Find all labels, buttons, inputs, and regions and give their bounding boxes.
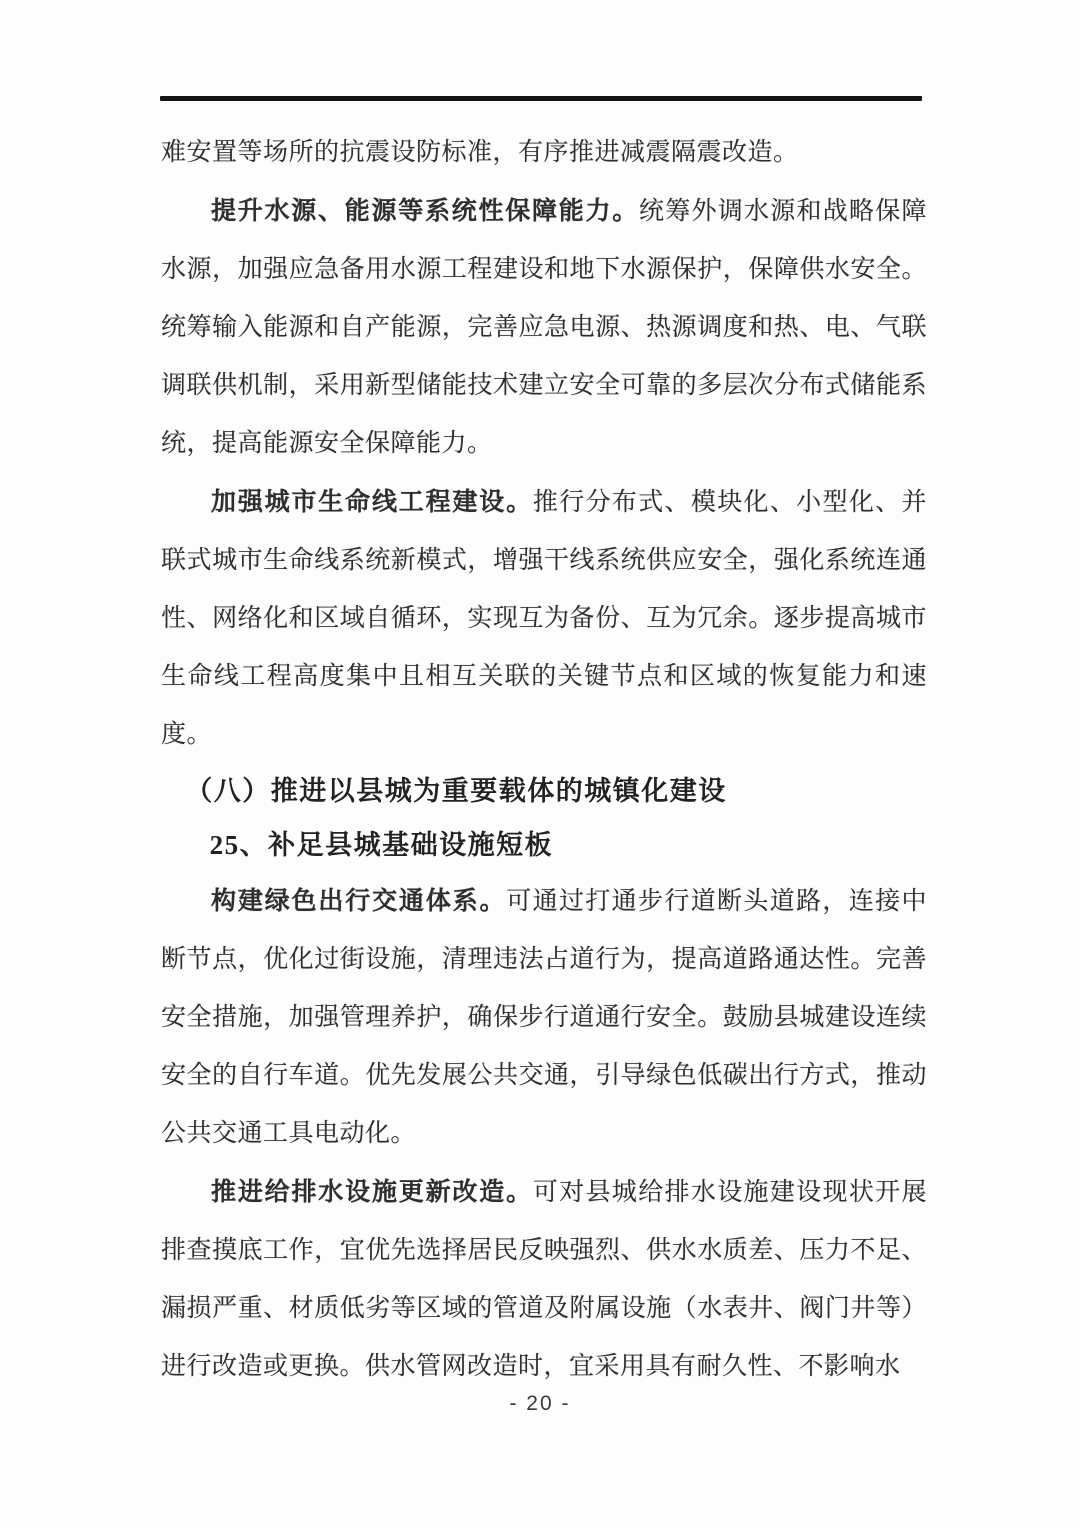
header-rule xyxy=(160,96,922,101)
body-paragraph-continuation xyxy=(161,124,927,182)
subsection-heading: 25、补足县城基础设施短板 xyxy=(209,830,554,860)
page-number: - 20 - xyxy=(509,1392,571,1415)
paragraph-text: 可对县城给排水设施建设现状开展排查摸底工作，宜优先选择居民反映强烈、供水水质差、压力不足、漏损严重、材质低劣等区域的管道及附属设施（水表井、阀门井等）进行改造或更换。供水管网改造时，宜采用具有耐久性、不影响水 xyxy=(161,1179,927,1380)
paragraph-bold-lead: 推进给排水设施更新改造。 xyxy=(211,1178,533,1206)
body-paragraph-green-transport xyxy=(161,872,927,1163)
paragraph-bold-lead: 提升水源、能源等系统性保障能力。 xyxy=(211,197,639,225)
body-paragraph-water-energy xyxy=(161,182,927,473)
paragraph-text: 统筹外调水源和战略保障水源，加强应急备用水源工程建设和地下水源保护，保障供水安全。统筹输入能源和自产能源，完善应急电源、热源调度和热、电、气联调联供机制，采用新型储能技术建立安全可靠的多层次分布式储能系统，提高能源安全保障能力。 xyxy=(161,198,927,457)
paragraph-text: 难安置等场所的抗震设防标准，有序推进减震隔震改造。 xyxy=(161,139,799,166)
paragraph-text: 可通过打通步行道断头道路，连接中断节点，优化过街设施，清理违法占道行为，提高道路通达性。完善安全措施，加强管理养护，确保步行道通行安全。鼓励县城建设连续安全的自行车道。优先发展公共交通，引导绿色低碳出行方式，推动公共交通工具电动化。 xyxy=(161,888,927,1147)
paragraph-bold-lead: 加强城市生命线工程建设。 xyxy=(211,488,533,516)
section-heading: （八）推进以县城为重要载体的城镇化建设 xyxy=(185,776,727,806)
paragraph-text: 推行分布式、模块化、小型化、并联式城市生命线系统新模式，增强干线系统供应安全，强化系统连通性、网络化和区域自循环，实现互为备份、互为冗余。逐步提高城市生命线工程高度集中且相互关联的关键节点和区域的恢复能力和速度。 xyxy=(161,489,927,748)
page-body xyxy=(161,124,927,1396)
paragraph-bold-lead: 构建绿色出行交通体系。 xyxy=(211,887,507,915)
body-paragraph-lifeline xyxy=(161,473,927,764)
body-paragraph-water-drainage xyxy=(161,1163,927,1396)
